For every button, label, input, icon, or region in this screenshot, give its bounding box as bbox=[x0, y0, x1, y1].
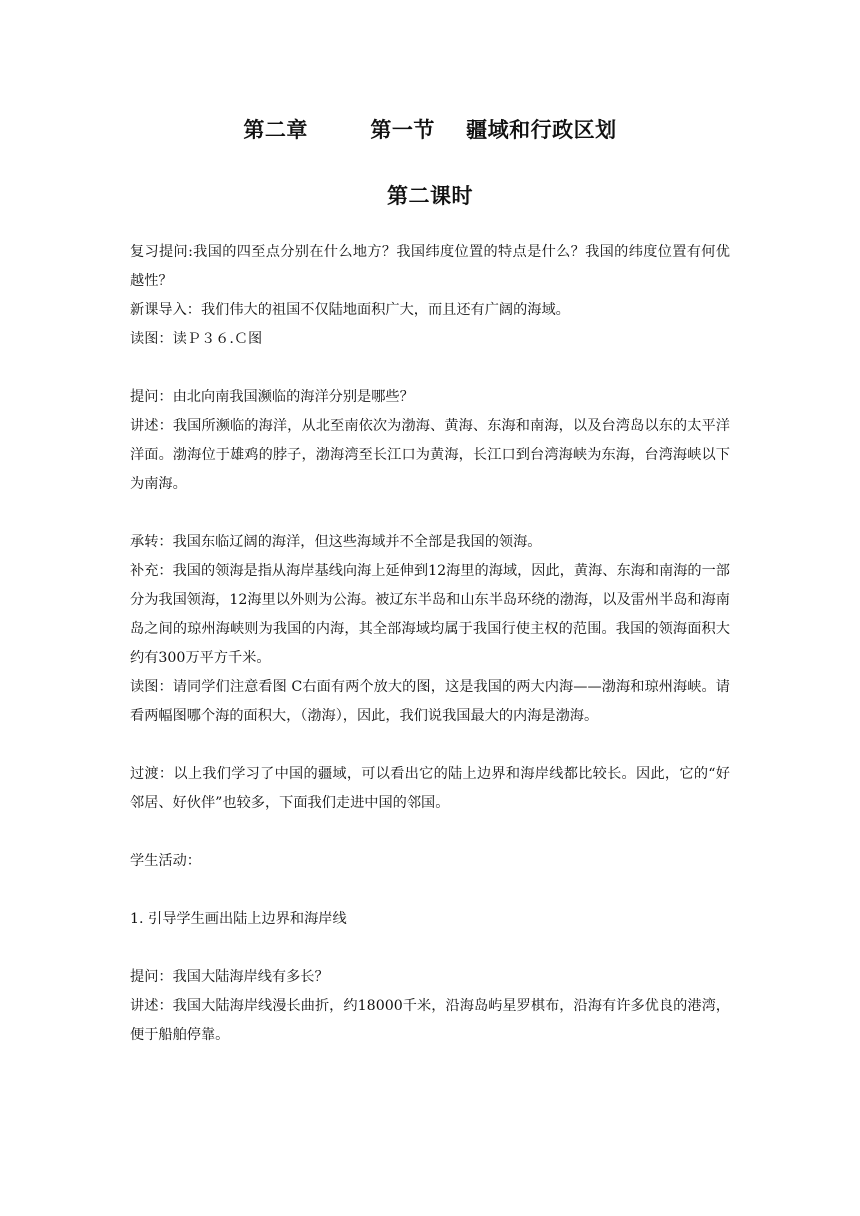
paragraph-explain-seas: 讲述：我国所濒临的海洋，从北至南依次为渤海、黄海、东海和南海，以及台湾岛以东的太平洋洋面。渤海位于雄鸡的脖子，渤海湾至长江口为黄海，长江口到台湾海峡为东海，台湾海峡以下为南海。 bbox=[130, 418, 730, 492]
paragraph-review-question: 复习提问:我国的四至点分别在什么地方？我国纬度位置的特点是什么？我国的纬度位置有何优越性？ bbox=[130, 244, 730, 289]
document-body bbox=[130, 238, 730, 1050]
paragraph-question-coastline: 提问：我国大陆海岸线有多长？ bbox=[130, 969, 329, 985]
paragraph-supplement-territorial-sea: 补充：我国的领海是指从海岸基线向海上延伸到12海里的海域，因此，黄海、东海和南海的一部分为我国领海，12海里以外则为公海。被辽东半岛和山东半岛环绕的渤海，以及雷州半岛和海南岛之间的琼州海峡则为我国的内海，其全部海域均属于我国行使主权的范围。我国的领海面积大约有300万平方千米。 bbox=[130, 563, 730, 666]
document-subtitle: 第二课时 bbox=[387, 183, 473, 208]
paragraph-question-seas: 提问：由北向南我国濒临的海洋分别是哪些？ bbox=[130, 389, 414, 405]
paragraph-introduction: 新课导入：我们伟大的祖国不仅陆地面积广大，而且还有广阔的海域。 bbox=[130, 302, 570, 318]
paragraph-explain-coastline: 讲述：我国大陆海岸线漫长曲折，约18000千米，沿海岛屿星罗棋布，沿海有许多优良的港湾，便于船舶停靠。 bbox=[130, 998, 730, 1043]
document-title: 第二章 第一节 疆域和行政区划 bbox=[243, 117, 617, 142]
paragraph-transition-waters: 承转：我国东临辽阔的海洋，但这些海域并不全部是我国的领海。 bbox=[130, 534, 542, 550]
paragraph-student-activity: 学生活动： bbox=[130, 853, 201, 869]
paragraph-read-map-inland-seas: 读图：请同学们注意看图 C右面有两个放大的图，这是我国的两大内海——渤海和琼州海峡。请看两幅图哪个海的面积大，（渤海），因此，我们说我国最大的内海是渤海。 bbox=[130, 679, 730, 724]
paragraph-activity-item-1: 1. 引导学生画出陆上边界和海岸线 bbox=[130, 911, 347, 927]
paragraph-transition-neighbors: 过渡：以上我们学习了中国的疆域，可以看出它的陆上边界和海岸线都比较长。因此，它的“好邻居、好伙伴”也较多，下面我们走进中国的邻国。 bbox=[130, 766, 730, 811]
paragraph-read-map: 读图：读Ｐ３６.Ｃ图 bbox=[130, 331, 263, 347]
